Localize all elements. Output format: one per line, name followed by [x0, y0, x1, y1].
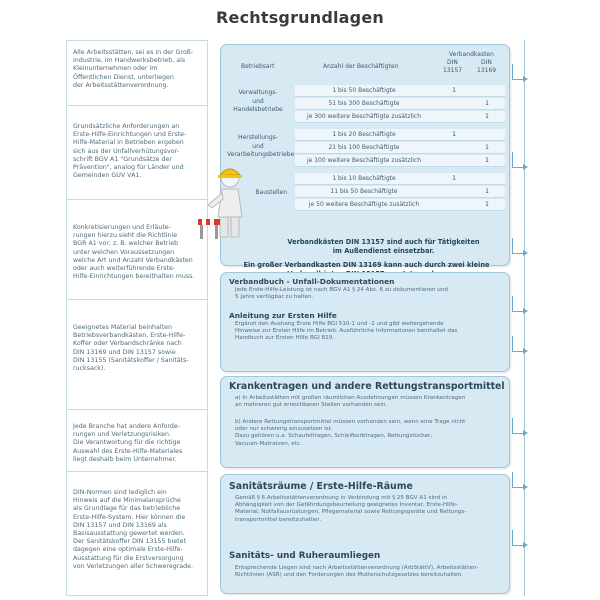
sidebar-text-konkretisierungen: Konkretisierungen und Erläute- rungen hierzu sieht die Richtlinie BGR A1 vor, z. B. welcher Betrieb unter welchen Voraussetzungen welche Art und Anzahl Verbandkästen oder auch weiterführende Erste- Hilfe-Einrichtungen bereithalten muss. [73, 224, 195, 281]
header-din2: DIN [481, 59, 492, 66]
header-betriebsart: Betriebsart [241, 63, 275, 70]
table-row [295, 129, 505, 141]
sidebar-divider [67, 299, 207, 300]
verbandbuch-box [220, 272, 510, 372]
row-din13169: 1 [485, 144, 489, 151]
krankentragen-text-b: b) Andere Rettungstransportmittel müssen vorhanden sein, wenn eine Trage nicht oder nur schwierig einzusetzen ist. Dazu gehören u.a. Schaufeltragen, Schleifkorbtragen, Rettungstücher, Vacuum-Matratzen, etc. [235, 419, 466, 447]
arrow-icon [512, 152, 524, 168]
header-anzahl: Anzahl der Beschäftigten [323, 63, 399, 70]
sanitaetsraeume-box [220, 474, 510, 594]
sidebar-divider [67, 471, 207, 472]
table-row [295, 199, 505, 211]
row-count: 21 bis 100 Beschäftigte [328, 144, 400, 151]
connector-line [524, 40, 525, 596]
table-row [295, 111, 505, 123]
anleitung-title: Anleitung zur Ersten Hilfe [229, 311, 337, 320]
sanitaetsraeume-text: Gemäß § 6 Arbeitsstättenverordnung in Verbindung mit § 25 BGV A1 sind in Abhängigkeit von der Gefährdungsbeurteilung geeignetes Inventar, Erste-Hilfe- Material, Notfallausrüstungen, Pflegematerial sowie Rettungsgeräte und Rettungs- transportmittel bereitzuhalten. [235, 495, 467, 523]
note-verbandkasten-13157: Verbandkästen DIN 13157 sind auch für Tätigkeiten im Außendienst einsetzbar. [287, 238, 480, 255]
row-count: je 300 weitere Beschäftigte zusätzlich [306, 113, 422, 120]
row-count: 1 bis 10 Beschäftigte [332, 175, 396, 182]
row-din13157: 1 [452, 175, 456, 182]
arrow-icon [512, 530, 524, 546]
sidebar-text-branche: Jede Branche hat andere Anforde- rungen und Verletzungsrisiken. Die Verantwortung für die richtige Auswahl des Erste-Hilfe-Materiales liegt deshalb beim Unternehmer. [73, 423, 183, 463]
verbandbuch-title: Verbandbuch - Unfall-Dokumentationen [229, 277, 395, 286]
note-verbandkasten-13169: Ein großer Verbandkasten DIN 13169 kann auch durch zwei kleine [243, 261, 490, 269]
arrow-icon [512, 238, 524, 254]
ruheraeume-text: Entsprechende Liegen sind nach Arbeitsstättenverordnung (ArbStättV), Arbeitsstätten- Richtlinien (ASR) und den Forderungen des Mutterschutzgesetzes bereitzuhalten. [235, 565, 479, 579]
anleitung-text: Ergänzt den Aushang Erste Hilfe BGI 510-1 und -2 und gibt weitergehende Hinweise zur Ersten Hilfe im Betrieb. Ausführliche Informationen beinhaltet das Handbuch zur Ersten Hilfe BGI 829. [235, 321, 458, 342]
row-din13169: 1 [485, 201, 489, 208]
row-din13169: 1 [485, 113, 489, 120]
arrow-icon [512, 472, 524, 488]
verbandbuch-text: Jede Erste-Hilfe-Leistung ist nach BGV A1 § 24 Abs. 6 zu dokumentieren und 5 Jahre verfügbar zu halten. [235, 287, 448, 301]
table-row [295, 85, 505, 97]
verbandkasten-table-box [220, 44, 510, 269]
row-count: 11 bis 50 Beschäftigte [330, 188, 398, 195]
krankentragen-box [220, 376, 510, 468]
row-din13157: 1 [452, 87, 456, 94]
row-din13169: 1 [485, 100, 489, 107]
arrow-icon [512, 64, 524, 80]
ruheraeume-title: Sanitäts- und Ruheraumliegen [229, 551, 381, 561]
row-count: je 100 weitere Beschäftigte zusätzlich [306, 157, 422, 164]
row-din13169: 1 [485, 157, 489, 164]
row-din13169: 1 [485, 188, 489, 195]
table-header [227, 49, 505, 77]
sidebar-divider [67, 105, 207, 106]
group-label: Baustellen [255, 189, 287, 196]
row-count: 1 bis 20 Beschäftigte [332, 131, 396, 138]
header-verbandkasten: Verbandkasten [449, 51, 494, 58]
sidebar-divider [67, 199, 207, 200]
barrier-icon [198, 219, 220, 239]
sidebar [66, 40, 208, 596]
construction-worker-icon [196, 163, 258, 241]
verbandkasten-table [227, 49, 505, 208]
table-row [295, 155, 505, 167]
header-din2-number: 13169 [477, 67, 497, 74]
krankentragen-title: Krankentragen und andere Rettungstransportmittel [229, 381, 505, 392]
table-row [295, 173, 505, 185]
group-label: Herstellungs- und Verarbeitungsbetriebe [227, 134, 295, 158]
sanitaetsraeume-title: Sanitätsräume / Erste-Hilfe-Räume [229, 481, 413, 492]
page-title: Rechtsgrundlagen [216, 8, 384, 27]
sidebar-text-din-normen: DIN-Normen sind lediglich ein Hinweis auf die Minimalansprüche als Grundlage für das betriebliche Erste-Hilfe-System. Hier können die DIN 13157 und DIN 13169 als Basisausstattung gewertet werden. Der Sanitätskoffer DIN 13155 bietet dagegen eine optimale Erste-Hilfe- Ausstattung für die Erstversorgung von Verletzungen aller Schweregrade. [73, 489, 194, 570]
sidebar-text-anforderungen: Grundsätzliche Anforderungen an Erste-Hilfe-Einrichtungen und Erste- Hilfe-Material in Betrieben ergeben sich aus der Unfallverhütungsvor- schrift BGV A1 "Grundsätze der Prävention", analog für Länder und Gemeinden GUV VA1. [73, 123, 187, 180]
sidebar-divider [67, 409, 207, 410]
sidebar-text-arbeitsstaetten: Alle Arbeitsstätten, sei es in der Groß- industrie, im Handwerksbetrieb, als Kleinunternehmen oder im Öffentlichen Dienst, unterliegen der Arbeitsstättenverordnung. [73, 49, 194, 89]
arrow-icon [512, 336, 524, 352]
table-row [295, 142, 505, 154]
row-count: je 50 weitere Beschäftigte zusätzlich [308, 201, 420, 208]
table-row [295, 186, 505, 198]
row-din13157: 1 [452, 131, 456, 138]
group-label: Verwaltungs- und Handelsbetriebe [233, 89, 283, 113]
arrow-icon [512, 418, 524, 434]
row-count: 1 bis 50 Beschäftigte [332, 87, 396, 94]
table-row [295, 98, 505, 110]
row-count: 51 bis 300 Beschäftigte [328, 100, 400, 107]
header-din1: DIN [447, 59, 458, 66]
arrow-icon [512, 296, 524, 312]
header-din1-number: 13157 [443, 67, 463, 74]
krankentragen-text-a: a) In Arbeitsstätten mit großen räumlichen Ausdehnungen müssen Krankentragen an mehreren gut erreichbaren Stellen vorhanden sein. [235, 395, 466, 409]
sidebar-text-material: Geeignetes Material beinhalten Betriebsverbandkästen, Erste-Hilfe- Koffer oder Verbandschränke nach DIN 13169 und DIN 13157 sowie DIN 13155 (Sanitätskoffer / Sanitäts- rucksack). [73, 324, 189, 373]
